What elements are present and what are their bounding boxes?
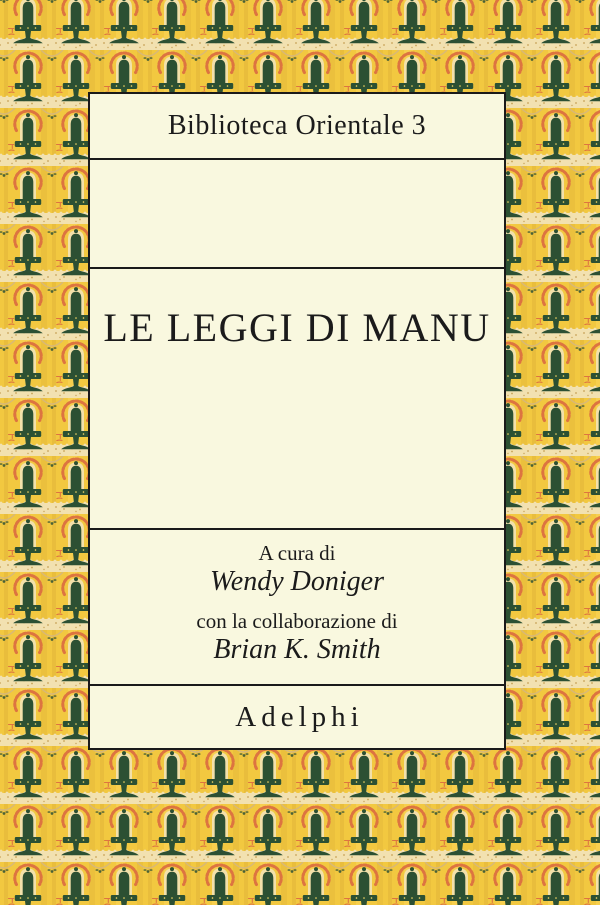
- title-section: [90, 267, 504, 528]
- series-section: [90, 94, 504, 158]
- collaborator-name: Brian K. Smith: [213, 634, 381, 665]
- book-title: LE LEGGI DI MANU: [103, 305, 491, 350]
- blank-section: [90, 158, 504, 267]
- credits-section: [90, 528, 504, 684]
- credits-spacer: [90, 598, 504, 608]
- editor-label: A cura di: [258, 541, 336, 565]
- collaboration-label: con la collaborazione di: [196, 609, 398, 633]
- series-title: Biblioteca Orientale 3: [167, 110, 427, 141]
- publisher-section: [90, 684, 504, 748]
- publisher-name: Adelphi: [235, 700, 364, 733]
- editor-name: Wendy Doniger: [210, 566, 384, 597]
- cover-panel: [88, 92, 506, 750]
